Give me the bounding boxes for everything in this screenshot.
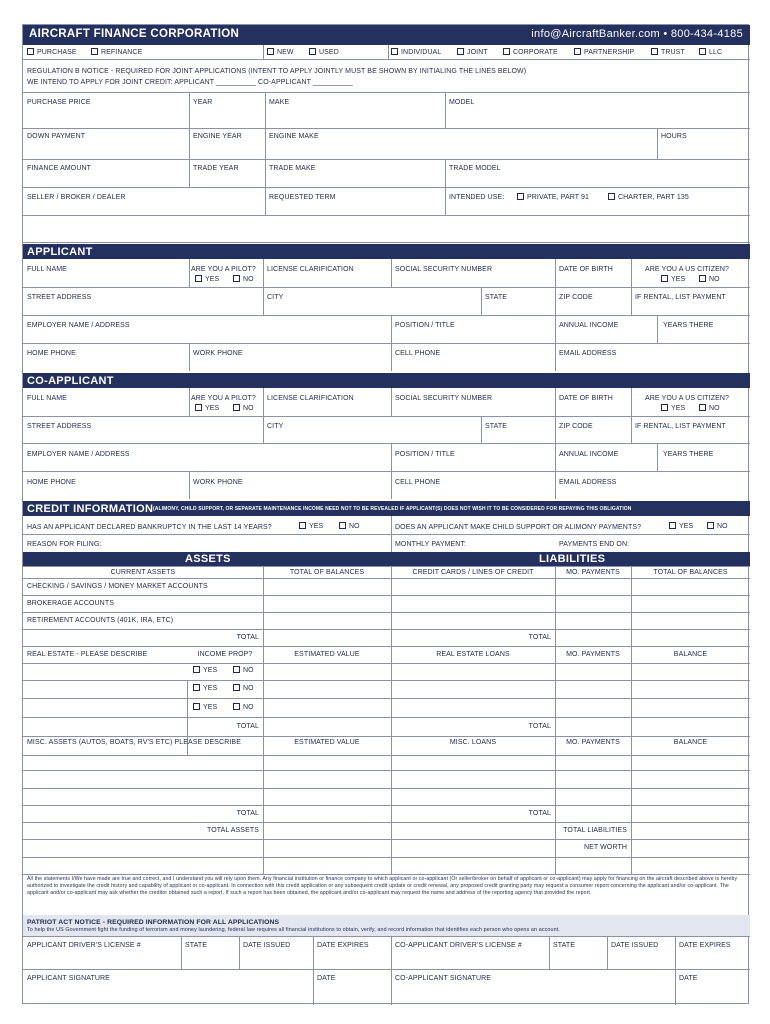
child-support-yes[interactable]: YES bbox=[669, 522, 693, 531]
misc-total-label: TOTAL bbox=[236, 810, 259, 817]
re-mo-payments-header: MO. PAYMENTS bbox=[566, 651, 620, 658]
bankruptcy-yes[interactable]: YES bbox=[299, 522, 323, 531]
misc-mo-payments-header: MO. PAYMENTS bbox=[566, 739, 620, 746]
co-dob-field[interactable]: DATE OF BIRTH bbox=[559, 395, 613, 402]
checkbox-icon[interactable] bbox=[233, 275, 240, 282]
refinance-option[interactable] bbox=[91, 48, 142, 57]
email-field[interactable]: EMAIL ADDRESS bbox=[559, 350, 617, 357]
option-label: LLC bbox=[709, 49, 723, 56]
checkbox-icon[interactable] bbox=[608, 193, 615, 200]
monthly-payment-field[interactable]: MONTHLY PAYMENT: bbox=[395, 541, 467, 548]
co-date-field[interactable]: DATE bbox=[679, 975, 698, 982]
total-balances-header: TOTAL OF BALANCES bbox=[289, 569, 365, 576]
co-rental-field[interactable]: IF RENTAL, LIST PAYMENT bbox=[635, 423, 726, 430]
total-liabilities-label: TOTAL LIABILITIES bbox=[563, 827, 627, 834]
checkbox-icon[interactable] bbox=[27, 48, 34, 55]
co-signature-field[interactable]: CO-APPLICANT SIGNATURE bbox=[395, 975, 492, 982]
intended-use-label: INTENDED USE: bbox=[449, 194, 505, 201]
total-assets-label: TOTAL ASSETS bbox=[206, 827, 259, 834]
income-prop-yes-3[interactable] bbox=[193, 703, 217, 712]
credit-cards-header: CREDIT CARDS / LINES OF CREDIT bbox=[412, 569, 534, 576]
new-option[interactable] bbox=[267, 48, 294, 57]
trust-option[interactable] bbox=[651, 48, 685, 57]
joint-intent-line[interactable]: WE INTEND TO APPLY FOR JOINT CREDIT: APPLICANT __________ CO-APPLICANT __________ bbox=[27, 79, 353, 86]
checkbox-icon[interactable] bbox=[299, 522, 306, 529]
pilot-no[interactable]: NO bbox=[233, 275, 254, 284]
checkbox-icon[interactable] bbox=[233, 684, 240, 691]
checkbox-icon[interactable] bbox=[391, 48, 398, 55]
retirement-row-label: RETIREMENT ACCOUNTS (401K, IRA, ETC) bbox=[27, 617, 174, 624]
checkbox-icon[interactable] bbox=[503, 48, 510, 55]
liab-total-label: TOTAL bbox=[528, 634, 551, 641]
co-applicant-title: CO-APPLICANT bbox=[27, 375, 114, 387]
app-state-field[interactable]: STATE bbox=[185, 942, 208, 949]
checkbox-icon[interactable] bbox=[661, 404, 668, 411]
years-there-field[interactable]: YEARS THERE bbox=[663, 322, 714, 329]
app-dl-field[interactable]: APPLICANT DRIVER'S LICENSE # bbox=[27, 942, 141, 949]
child-support-no[interactable]: NO bbox=[707, 522, 728, 531]
checkbox-icon[interactable] bbox=[574, 48, 581, 55]
citizen-question: ARE YOU A US CITIZEN? bbox=[645, 266, 730, 273]
bankruptcy-no[interactable]: NO bbox=[339, 522, 360, 531]
misc-est-value-header: ESTIMATED VALUE bbox=[294, 739, 360, 746]
position-field[interactable]: POSITION / TITLE bbox=[395, 322, 455, 329]
co-license-field[interactable]: LICENSE CLARIFICATION bbox=[267, 395, 354, 402]
income-field[interactable]: ANNUAL INCOME bbox=[559, 322, 619, 329]
payments-end-field[interactable]: PAYMENTS END ON: bbox=[559, 541, 630, 548]
co-pilot-yes[interactable]: YES bbox=[195, 404, 219, 413]
income-prop-no-3[interactable] bbox=[233, 703, 254, 712]
mo-payments-header: MO. PAYMENTS bbox=[566, 569, 620, 576]
real-estate-header: REAL ESTATE - PLEASE DESCRIBE bbox=[27, 651, 148, 658]
pilot-yes[interactable]: YES bbox=[195, 275, 219, 284]
engine-make-field[interactable]: ENGINE MAKE bbox=[269, 133, 319, 140]
co-citizen-no[interactable]: NO bbox=[699, 404, 720, 413]
est-value-header: ESTIMATED VALUE bbox=[294, 651, 360, 658]
checkbox-icon[interactable] bbox=[699, 404, 706, 411]
brokerage-row-label: BROKERAGE ACCOUNTS bbox=[27, 600, 114, 607]
checkbox-icon[interactable] bbox=[193, 703, 200, 710]
dob-field[interactable]: DATE OF BIRTH bbox=[559, 266, 613, 273]
hours-field[interactable]: HOURS bbox=[661, 133, 687, 140]
patriot-title: PATRIOT ACT NOTICE - REQUIRED INFORMATION FOR ALL APPLICATIONS bbox=[27, 919, 280, 926]
reason-field[interactable]: REASON FOR FILING: bbox=[27, 541, 102, 548]
credit-application-form bbox=[22, 24, 749, 1004]
co-zip-field[interactable]: ZIP CODE bbox=[559, 423, 593, 430]
co-work-phone-field[interactable]: WORK PHONE bbox=[193, 479, 243, 486]
down-payment-field[interactable]: DOWN PAYMENT bbox=[27, 133, 86, 140]
credit-note: (ALIMONY, CHILD SUPPORT, OR SEPARATE MAINTENANCE INCOME NEED NOT TO BE REVEALED IF APPLICANT(S) DOES NOT WISH IT TO BE CONSIDERED FOR REPAYING THIS OBLIGATION bbox=[153, 506, 632, 512]
re-total-label: TOTAL bbox=[236, 723, 259, 730]
engine-year-field[interactable]: ENGINE YEAR bbox=[193, 133, 242, 140]
purchase-option[interactable] bbox=[27, 48, 77, 57]
checkbox-icon[interactable] bbox=[193, 666, 200, 673]
year-field[interactable]: YEAR bbox=[193, 99, 213, 106]
ssn-field[interactable]: SOCIAL SECURITY NUMBER bbox=[395, 266, 493, 273]
net-worth-label: NET WORTH bbox=[583, 844, 627, 851]
co-home-phone-field[interactable]: HOME PHONE bbox=[27, 479, 76, 486]
option-label: PARTNERSHIP bbox=[584, 49, 635, 56]
assets-liabilities-bar bbox=[23, 552, 750, 566]
checkbox-icon[interactable] bbox=[233, 666, 240, 673]
work-phone-field[interactable]: WORK PHONE bbox=[193, 350, 243, 357]
option-label: CHARTER, PART 135 bbox=[618, 194, 689, 201]
citizen-yes[interactable]: YES bbox=[661, 275, 685, 284]
checkbox-icon[interactable] bbox=[233, 703, 240, 710]
re-loans-total-label: TOTAL bbox=[528, 723, 551, 730]
checkbox-icon[interactable] bbox=[339, 522, 346, 529]
checkbox-icon[interactable] bbox=[457, 48, 464, 55]
income-prop-header: INCOME PROP? bbox=[197, 651, 253, 658]
co-citizen-question: ARE YOU A US CITIZEN? bbox=[645, 395, 730, 402]
option-label: YES bbox=[203, 704, 218, 711]
co-employer-field[interactable]: EMPLOYER NAME / ADDRESS bbox=[27, 451, 130, 458]
co-citizen-yes[interactable]: YES bbox=[661, 404, 685, 413]
applicant-date-field[interactable]: DATE bbox=[317, 975, 336, 982]
citizen-no[interactable]: NO bbox=[699, 275, 720, 284]
co-email-field[interactable]: EMAIL ADDRESS bbox=[559, 479, 617, 486]
option-label: YES bbox=[203, 685, 218, 692]
income-prop-yes-1[interactable] bbox=[193, 666, 217, 675]
liab-total-balances-header: TOTAL OF BALANCES bbox=[653, 569, 728, 576]
disclaimer-text: All the statements I/We have made are true and correct, and I understand you will rely upon them. Any financial institution or finance company to which applicant or co-applicant (Or seller/broker on behalf of applicant or co-applicant) may apply for financing on the aircraft described above is hereby authorized to investigate the credit history and capability of applicant or co-applicant. In connection with this credit application or any subsequent credit update or credit renewal, any proposed credit granting party may request a consumer report concerning the applicant and/or co-applicant. The applicant and/or co-applicant may ask whether the creditor obtained such a report. If such a report has been obtained, the applicant and/or co-applicant may request the name and address of the reporting agency that provided the report. bbox=[27, 876, 738, 896]
income-prop-no-2[interactable] bbox=[233, 684, 254, 693]
applicant-signature-field[interactable]: APPLICANT SIGNATURE bbox=[27, 975, 110, 982]
re-balance-header: BALANCE bbox=[673, 651, 708, 658]
co-street-field[interactable]: STREET ADDRESS bbox=[27, 423, 92, 430]
individual-option[interactable] bbox=[391, 48, 441, 57]
checkbox-icon[interactable] bbox=[699, 48, 706, 55]
option-label: YES bbox=[203, 667, 218, 674]
partnership-option[interactable] bbox=[574, 48, 634, 57]
option-label: NEW bbox=[277, 49, 294, 56]
applicant-title: APPLICANT bbox=[27, 246, 93, 258]
finance-amount-field[interactable]: FINANCE AMOUNT bbox=[27, 165, 92, 172]
app-expires-field[interactable]: DATE EXPIRES bbox=[317, 942, 369, 949]
seller-field[interactable]: SELLER / BROKER / DEALER bbox=[27, 194, 126, 201]
checkbox-icon[interactable] bbox=[309, 48, 316, 55]
co-city-field[interactable]: CITY bbox=[267, 423, 284, 430]
co-dl-field[interactable]: CO-APPLICANT DRIVER'S LICENSE # bbox=[395, 942, 522, 949]
zip-field[interactable]: ZIP CODE bbox=[559, 294, 593, 301]
option-label: JOINT bbox=[467, 49, 488, 56]
street-field[interactable]: STREET ADDRESS bbox=[27, 294, 92, 301]
misc-assets-header: MISC. ASSETS (AUTOS, BOATS, RV'S ETC) PLEASE DESCRIBE bbox=[27, 739, 241, 746]
co-years-there-field[interactable]: YEARS THERE bbox=[663, 451, 714, 458]
re-loans-header: REAL ESTATE LOANS bbox=[436, 651, 510, 658]
city-field[interactable]: CITY bbox=[267, 294, 284, 301]
misc-loans-header: MISC. LOANS bbox=[449, 739, 497, 746]
liabilities-title: LIABILITIES bbox=[539, 553, 606, 565]
assets-title: ASSETS bbox=[185, 553, 231, 565]
checkbox-icon[interactable] bbox=[661, 275, 668, 282]
checkbox-icon[interactable] bbox=[669, 522, 676, 529]
option-label: PURCHASE bbox=[37, 49, 77, 56]
option-label: NO bbox=[243, 685, 254, 692]
license-field[interactable]: LICENSE CLARIFICATION bbox=[267, 266, 354, 273]
company-name: AIRCRAFT FINANCE CORPORATION bbox=[29, 28, 240, 40]
patriot-text: To help the US Government fight the funding of terrorism and money laundering, federal law requires all financial institutions to obtain, verify, and record information that identifies each person who opens an account. bbox=[27, 927, 560, 933]
home-phone-field[interactable]: HOME PHONE bbox=[27, 350, 76, 357]
app-issued-field[interactable]: DATE ISSUED bbox=[243, 942, 291, 949]
checkbox-icon[interactable] bbox=[517, 193, 524, 200]
corporate-option[interactable] bbox=[503, 48, 558, 57]
misc-balance-header: BALANCE bbox=[673, 739, 708, 746]
make-field[interactable]: MAKE bbox=[269, 99, 290, 106]
option-label: NO bbox=[243, 667, 254, 674]
co-issued-field[interactable]: DATE ISSUED bbox=[611, 942, 659, 949]
income-prop-no-1[interactable] bbox=[233, 666, 254, 675]
contact-info: info@AircraftBanker.com • 800-434-4185 bbox=[531, 28, 743, 40]
requested-term-field[interactable]: REQUESTED TERM bbox=[269, 194, 336, 201]
trade-model-field[interactable]: TRADE MODEL bbox=[449, 165, 501, 172]
income-prop-yes-2[interactable] bbox=[193, 684, 217, 693]
co-cell-phone-field[interactable]: CELL PHONE bbox=[395, 479, 441, 486]
cell-phone-field[interactable]: CELL PHONE bbox=[395, 350, 441, 357]
purchase-price-field[interactable]: PURCHASE PRICE bbox=[27, 99, 91, 106]
co-state-dl-field[interactable]: STATE bbox=[553, 942, 576, 949]
checkbox-icon[interactable] bbox=[707, 522, 714, 529]
co-income-field[interactable]: ANNUAL INCOME bbox=[559, 451, 619, 458]
checkbox-icon[interactable] bbox=[195, 404, 202, 411]
model-field[interactable]: MODEL bbox=[449, 99, 475, 106]
used-option[interactable] bbox=[309, 48, 339, 57]
pilot-question: ARE YOU A PILOT? bbox=[191, 266, 256, 273]
checkbox-icon[interactable] bbox=[193, 684, 200, 691]
credit-title: CREDIT INFORMATION bbox=[27, 503, 154, 515]
state-field[interactable]: STATE bbox=[485, 294, 508, 301]
misc-loans-total-label: TOTAL bbox=[528, 810, 551, 817]
trade-make-field[interactable]: TRADE MAKE bbox=[269, 165, 316, 172]
rental-field[interactable]: IF RENTAL, LIST PAYMENT bbox=[635, 294, 726, 301]
checkbox-icon[interactable] bbox=[91, 48, 98, 55]
option-label: USED bbox=[319, 49, 339, 56]
co-full-name-field[interactable]: FULL NAME bbox=[27, 395, 67, 402]
current-assets-header: CURRENT ASSETS bbox=[110, 569, 176, 576]
option-label: TRUST bbox=[661, 49, 685, 56]
checking-row-label: CHECKING / SAVINGS / MONEY MARKET ACCOUNTS bbox=[27, 583, 208, 590]
bankruptcy-question: HAS AN APPLICANT DECLARED BANKRUPTCY IN THE LAST 14 YEARS? bbox=[27, 524, 272, 531]
reg-b-notice: REGULATION B NOTICE - REQUIRED FOR JOINT APPLICATIONS (INTENT TO APPLY JOINTLY MUST BE SHOWN BY INITIALING THE LINES BELOW) bbox=[27, 68, 527, 75]
checkbox-icon[interactable] bbox=[267, 48, 274, 55]
co-applicant-bar bbox=[23, 373, 750, 388]
checkbox-icon[interactable] bbox=[233, 404, 240, 411]
checkbox-icon[interactable] bbox=[651, 48, 658, 55]
co-ssn-field[interactable]: SOCIAL SECURITY NUMBER bbox=[395, 395, 493, 402]
llc-option[interactable] bbox=[699, 48, 722, 57]
co-expires-field[interactable]: DATE EXPIRES bbox=[679, 942, 731, 949]
co-pilot-question: ARE YOU A PILOT? bbox=[191, 395, 256, 402]
option-label: INDIVIDUAL bbox=[401, 49, 442, 56]
joint-option[interactable] bbox=[457, 48, 488, 57]
co-state-field[interactable]: STATE bbox=[485, 423, 508, 430]
checkbox-icon[interactable] bbox=[699, 275, 706, 282]
private-option[interactable] bbox=[517, 193, 589, 202]
option-label: CORPORATE bbox=[513, 49, 558, 56]
child-support-question: DOES AN APPLICANT MAKE CHILD SUPPORT OR ALIMONY PAYMENTS? bbox=[395, 524, 642, 531]
trade-year-field[interactable]: TRADE YEAR bbox=[193, 165, 239, 172]
co-pilot-no[interactable]: NO bbox=[233, 404, 254, 413]
employer-field[interactable]: EMPLOYER NAME / ADDRESS bbox=[27, 322, 130, 329]
option-label: NO bbox=[243, 704, 254, 711]
option-label: REFINANCE bbox=[101, 49, 143, 56]
applicant-bar bbox=[23, 244, 750, 259]
option-label: PRIVATE, PART 91 bbox=[527, 194, 590, 201]
checkbox-icon[interactable] bbox=[195, 275, 202, 282]
full-name-field[interactable]: FULL NAME bbox=[27, 266, 67, 273]
charter-option[interactable] bbox=[608, 193, 689, 202]
assets-total-label: TOTAL bbox=[236, 634, 259, 641]
co-position-field[interactable]: POSITION / TITLE bbox=[395, 451, 455, 458]
